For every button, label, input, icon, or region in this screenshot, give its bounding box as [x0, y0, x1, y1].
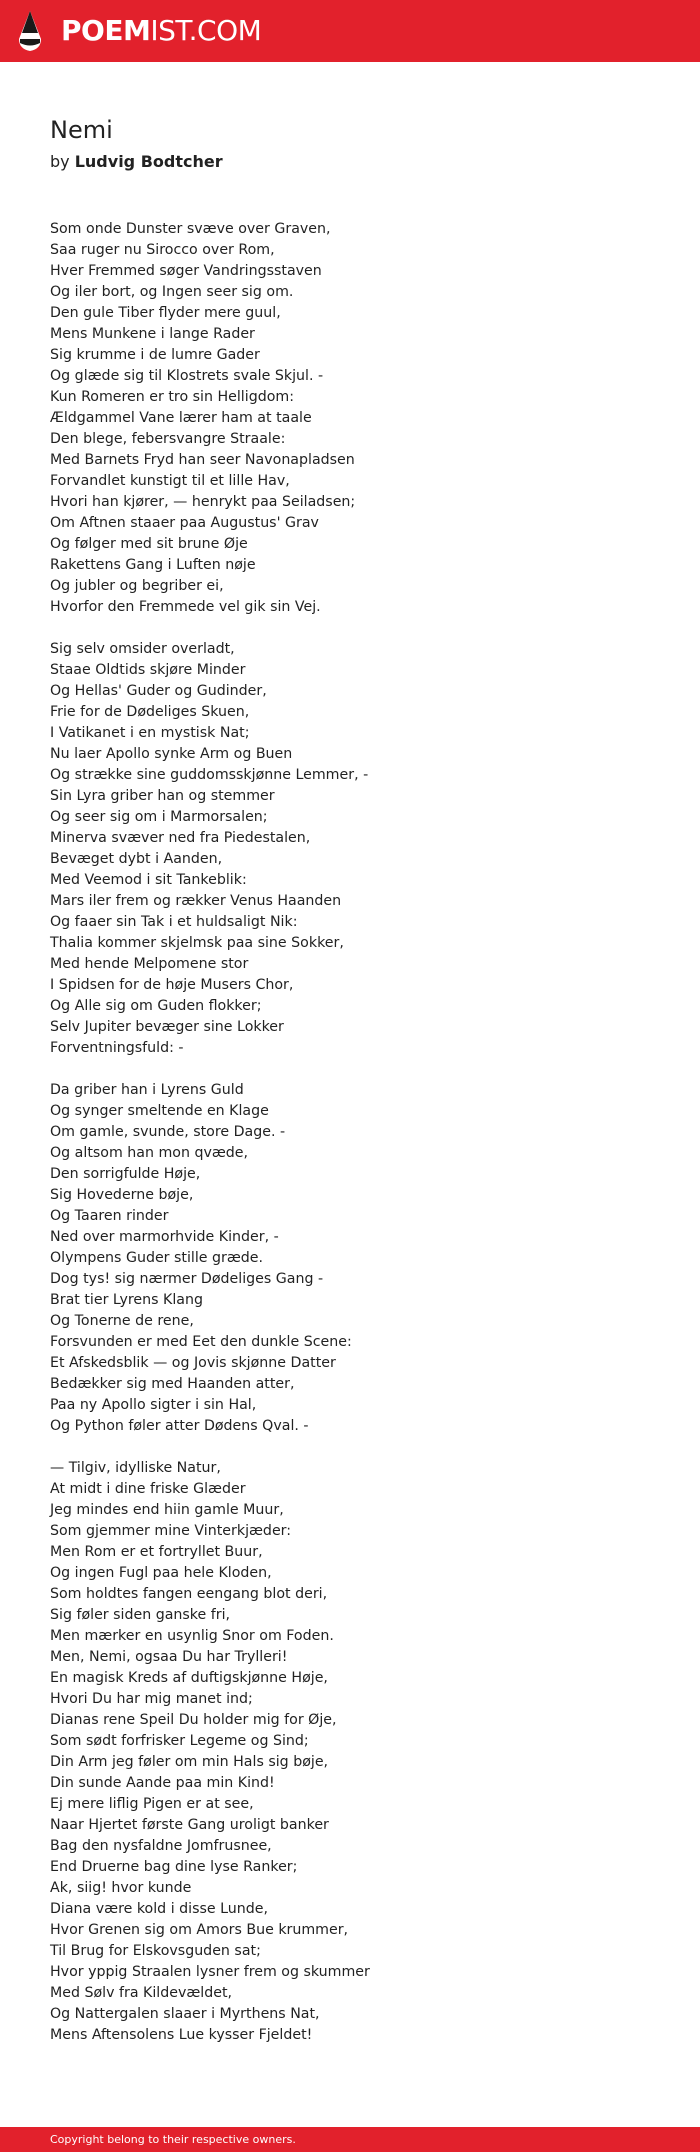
poem-line: Og jubler og begriber ei, — [50, 578, 224, 594]
poem-stanza — [50, 1458, 650, 2046]
poem-line: Staae Oldtids skjøre Minder — [50, 662, 246, 678]
poem-line: Din sunde Aande paa min Kind! — [50, 1775, 275, 1791]
poem-line: Thalia kommer skjelmsk paa sine Sokker, — [50, 935, 344, 951]
copyright-text: Copyright belong to their respective owners. — [50, 2133, 296, 2146]
poem-line: Som onde Dunster svæve over Graven, — [50, 221, 331, 237]
poem-line: Sig Hovederne bøje, — [50, 1187, 194, 1203]
poem-line: I Vatikanet i en mystisk Nat; — [50, 725, 250, 741]
poem-stanza — [50, 639, 650, 1059]
poem-line: Hvor Grenen sig om Amors Bue krummer, — [50, 1922, 349, 1938]
site-header — [0, 0, 700, 62]
poem-line: Som gjemmer mine Vinterkjæder: — [50, 1523, 292, 1539]
poem-line: Med Veemod i sit Tankeblik: — [50, 872, 247, 888]
poem-line: Men, Nemi, ogsaa Du har Trylleri! — [50, 1649, 288, 1665]
poem-line: Hvori han kjører, — henrykt paa Seiladsen; — [50, 494, 356, 510]
poem-line: Og seer sig om i Marmorsalen; — [50, 809, 268, 825]
poem-line: Saa ruger nu Sirocco over Rom, — [50, 242, 275, 258]
poem-line: Frie for de Dødeliges Skuen, — [50, 704, 250, 720]
poem-line: Med hende Melpomene stor — [50, 956, 249, 972]
poem-line: Bevæget dybt i Aanden, — [50, 851, 223, 867]
poem-line: Og iler bort, og Ingen seer sig om. — [50, 284, 294, 300]
poem-line: Og glæde sig til Klostrets svale Skjul. - — [50, 368, 324, 384]
poem-line: Hver Fremmed søger Vandringsstaven — [50, 263, 322, 279]
poem-line: Og følger med sit brune Øje — [50, 536, 248, 552]
poem-line: Men mærker en usynlig Snor om Foden. — [50, 1628, 334, 1644]
poem-body — [50, 219, 650, 2046]
poem-byline — [50, 150, 650, 174]
poem-line: Og Taaren rinder — [50, 1208, 169, 1224]
poem-line: Dog tys! sig nærmer Dødeliges Gang - — [50, 1271, 324, 1287]
poem-line: — Tilgiv, idylliske Natur, — [50, 1460, 221, 1476]
poem-line: Dianas rene Speil Du holder mig for Øje, — [50, 1712, 337, 1728]
poem-line: Nu laer Apollo synke Arm og Buen — [50, 746, 293, 762]
poem-line: Et Afskedsblik — og Jovis skjønne Datter — [50, 1355, 336, 1371]
poem-title: Nemi — [50, 116, 113, 144]
poem-line: Din Arm jeg føler om min Hals sig bøje, — [50, 1754, 329, 1770]
poem-line: Forvandlet kunstigt til et lille Hav, — [50, 473, 290, 489]
logo-wordmark — [61, 9, 261, 53]
poem-line: Hvori Du har mig manet ind; — [50, 1691, 253, 1707]
poem-stanza — [50, 1080, 650, 1437]
poem-line: Rakettens Gang i Luften nøje — [50, 557, 256, 573]
poem-line: Brat tier Lyrens Klang — [50, 1292, 203, 1308]
poem-line: Olympens Guder stille græde. — [50, 1250, 264, 1266]
poem-line: Naar Hjertet første Gang uroligt banker — [50, 1817, 329, 1833]
poem-line: Forventningsfuld: - — [50, 1040, 184, 1056]
poem-line: Og synger smeltende en Klage — [50, 1103, 269, 1119]
poem-line: Som sødt forfrisker Legeme og Sind; — [50, 1733, 309, 1749]
poem-line: Om Aftnen staaer paa Augustus' Grav — [50, 515, 319, 531]
poem-line: Og strække sine guddomsskjønne Lemmer, - — [50, 767, 369, 783]
poem-line: Og faaer sin Tak i et huldsaligt Nik: — [50, 914, 298, 930]
poem-line: Sin Lyra griber han og stemmer — [50, 788, 275, 804]
poem-line: Som holdtes fangen eengang blot deri, — [50, 1586, 328, 1602]
poem-line: Sig krumme i de lumre Gader — [50, 347, 260, 363]
byline-label: by — [50, 152, 70, 171]
poem-line: Kun Romeren er tro sin Helligdom: — [50, 389, 294, 405]
poem-line: Hvorfor den Fremmede vel gik sin Vej. — [50, 599, 321, 615]
poem-line: Den gule Tiber flyder mere guul, — [50, 305, 281, 321]
poem-line: Ældgammel Vane lærer ham at taale — [50, 410, 312, 426]
poem-line: Med Sølv fra Kildevældet, — [50, 1985, 233, 2001]
poem-line: Mens Munkene i lange Rader — [50, 326, 255, 342]
poem-line: En magisk Kreds af duftigskjønne Høje, — [50, 1670, 328, 1686]
poem-line: Den sorrigfulde Høje, — [50, 1166, 201, 1182]
poem-article — [50, 112, 650, 2067]
poem-line: Og ingen Fugl paa hele Kloden, — [50, 1565, 272, 1581]
logo-text-light: IST.COM — [150, 14, 262, 47]
poem-line: Selv Jupiter bevæger sine Lokker — [50, 1019, 284, 1035]
poem-line: Og Tonerne de rene, — [50, 1313, 194, 1329]
poem-line: Den blege, febersvangre Straale: — [50, 431, 286, 447]
poem-line: Men Rom er et fortryllet Buur, — [50, 1544, 263, 1560]
poem-line: Ej mere liflig Pigen er at see, — [50, 1796, 254, 1812]
poem-line: Sig selv omsider overladt, — [50, 641, 235, 657]
poem-line: I Spidsen for de høje Musers Chor, — [50, 977, 294, 993]
poem-line: Jeg mindes end hiin gamle Muur, — [50, 1502, 284, 1518]
poem-line: Og Hellas' Guder og Gudinder, — [50, 683, 267, 699]
poem-line: Ned over marmorhvide Kinder, - — [50, 1229, 279, 1245]
poem-line: Og Python føler atter Dødens Qval. - — [50, 1418, 309, 1434]
author-name[interactable]: Ludvig Bodtcher — [74, 152, 223, 171]
poem-line: Og altsom han mon qvæde, — [50, 1145, 249, 1161]
pen-nib-icon — [16, 9, 44, 53]
poem-line: Og Alle sig om Guden flokker; — [50, 998, 262, 1014]
poem-stanza — [50, 219, 650, 618]
poem-line: Mens Aftensolens Lue kysser Fjeldet! — [50, 2027, 313, 2043]
poem-line: Bedækker sig med Haanden atter, — [50, 1376, 295, 1392]
poem-line: Minerva svæver ned fra Piedestalen, — [50, 830, 311, 846]
poem-line: Paa ny Apollo sigter i sin Hal, — [50, 1397, 257, 1413]
site-footer — [0, 2127, 700, 2152]
poem-line: End Druerne bag dine lyse Ranker; — [50, 1859, 298, 1875]
poem-line: Sig føler siden ganske fri, — [50, 1607, 231, 1623]
poem-line: Diana være kold i disse Lunde, — [50, 1901, 268, 1917]
poem-line: At midt i dine friske Glæder — [50, 1481, 246, 1497]
poem-line: Hvor yppig Straalen lysner frem og skummer — [50, 1964, 370, 1980]
poem-line: Med Barnets Fryd han seer Navonapladsen — [50, 452, 355, 468]
poem-line: Forsvunden er med Eet den dunkle Scene: — [50, 1334, 352, 1350]
poem-line: Ak, siig! hvor kunde — [50, 1880, 192, 1896]
poem-line: Om gamle, svunde, store Dage. - — [50, 1124, 286, 1140]
poem-line: Bag den nysfaldne Jomfrusnee, — [50, 1838, 272, 1854]
poem-line: Og Nattergalen slaaer i Myrthens Nat, — [50, 2006, 320, 2022]
poem-line: Da griber han i Lyrens Guld — [50, 1082, 244, 1098]
site-logo[interactable] — [16, 9, 261, 53]
logo-text-bold: POEM — [61, 14, 151, 47]
poem-line: Mars iler frem og rækker Venus Haanden — [50, 893, 342, 909]
poem-line: Til Brug for Elskovsguden sat; — [50, 1943, 261, 1959]
